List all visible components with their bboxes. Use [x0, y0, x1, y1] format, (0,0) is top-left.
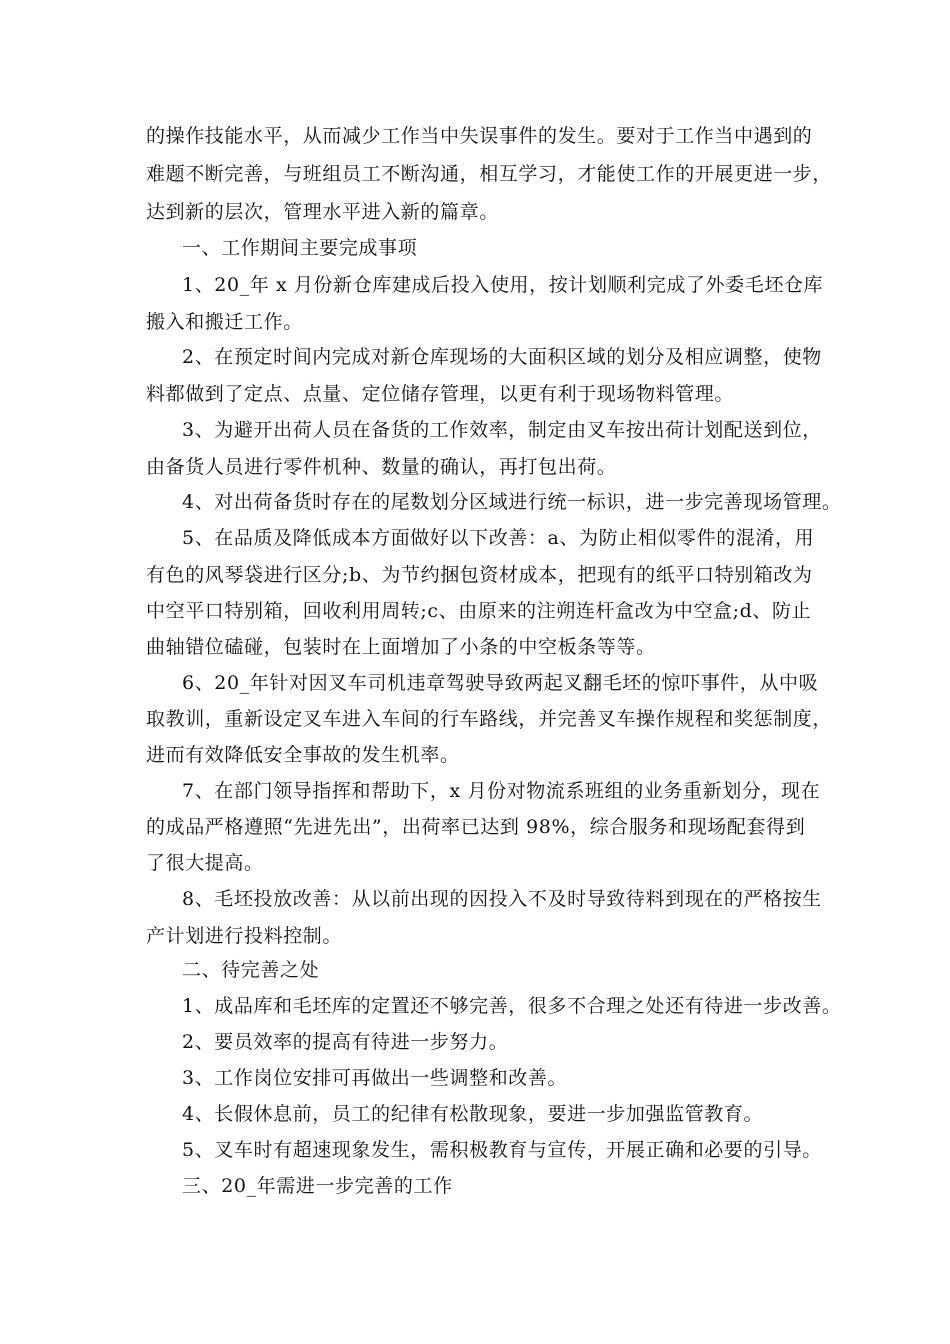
list-item-line: 2、在预定时间内完成对新仓库现场的大面积区域的划分及相应调整，使物 [182, 346, 822, 368]
list-item-line: 进而有效降低安全事故的发生机率。 [146, 744, 460, 766]
list-item-line: 中空平口特别箱，回收利用周转;c、由原来的注朔连杆盒改为中空盒;d、防止 [146, 600, 812, 622]
list-item-line: 有色的风琴袋进行区分;b、为节约捆包资材成本，把现有的纸平口特别箱改为 [146, 564, 813, 586]
list-item-line: 曲轴错位磕碰，包装时在上面增加了小条的中空板条等等。 [146, 636, 656, 658]
list-item-line: 7、在部门领导指挥和帮助下，x 月份对物流系班组的业务重新划分，现在 [182, 780, 821, 802]
list-item-line: 5、叉车时有超速现象发生，需积极教育与宣传，开展正确和必要的引导。 [182, 1139, 822, 1161]
list-item-line: 8、毛坯投放改善：从以前出现的因投入不及时导致待料到现在的严格按生 [182, 888, 822, 910]
list-item-line: 搬入和搬迁工作。 [146, 311, 303, 333]
list-item-line: 2、要员效率的提高有待进一步努力。 [182, 1031, 509, 1053]
list-item-line: 3、为避开出荷人员在备货的工作效率，制定由叉车按出荷计划配送到位， [182, 419, 822, 441]
list-item-line: 6、20_年针对因叉车司机违章驾驶导致两起叉翻毛坯的惊吓事件，从中吸 [182, 672, 819, 694]
list-item-line: 3、工作岗位安排可再做出一些调整和改善。 [182, 1067, 568, 1089]
list-item-line: 的成品严格遵照“先进先出”，出荷率已达到 98%，综合服务和现场配套得到 [146, 816, 806, 838]
list-item-line: 5、在品质及降低成本方面做好以下改善：a、为防止相似零件的混淆，用 [182, 527, 815, 549]
section-heading: 三、20_年需进一步完善的工作 [182, 1175, 453, 1197]
paragraph-line: 的操作技能水平，从而减少工作当中失误事件的发生。要对于工作当中遇到的 [146, 125, 813, 147]
list-item-line: 1、20_年 x 月份新仓库建成后投入使用，按计划顺利完成了外委毛坯仓库 [182, 274, 824, 296]
list-item-line: 1、成品库和毛坯库的定置还不够完善，很多不合理之处还有待进一步改善。 [182, 995, 842, 1017]
paragraph-line: 达到新的层次，管理水平进入新的篇章。 [146, 201, 499, 223]
list-item-line: 料都做到了定点、点量、定位储存管理，以更有利于现场物料管理。 [146, 383, 735, 405]
list-item-line: 了很大提高。 [146, 852, 264, 874]
paragraph-line: 难题不断完善，与班组员工不断沟通，相互学习，才能使工作的开展更进一步， [146, 163, 833, 185]
list-item-line: 4、对出荷备货时存在的尾数划分区域进行统一标识，进一步完善现场管理。 [182, 491, 842, 513]
list-item-line: 产计划进行投料控制。 [146, 925, 343, 947]
list-item-line: 取教训，重新设定叉车进入车间的行车路线，并完善叉车操作规程和奖惩制度， [146, 708, 833, 730]
section-heading: 一、工作期间主要完成事项 [182, 237, 418, 259]
list-item-line: 由备货人员进行零件机种、数量的确认，再打包出荷。 [146, 456, 617, 478]
list-item-line: 4、长假休息前，员工的纪律有松散现象，要进一步加强监管教育。 [182, 1103, 764, 1125]
section-heading: 二、待完善之处 [182, 959, 320, 981]
